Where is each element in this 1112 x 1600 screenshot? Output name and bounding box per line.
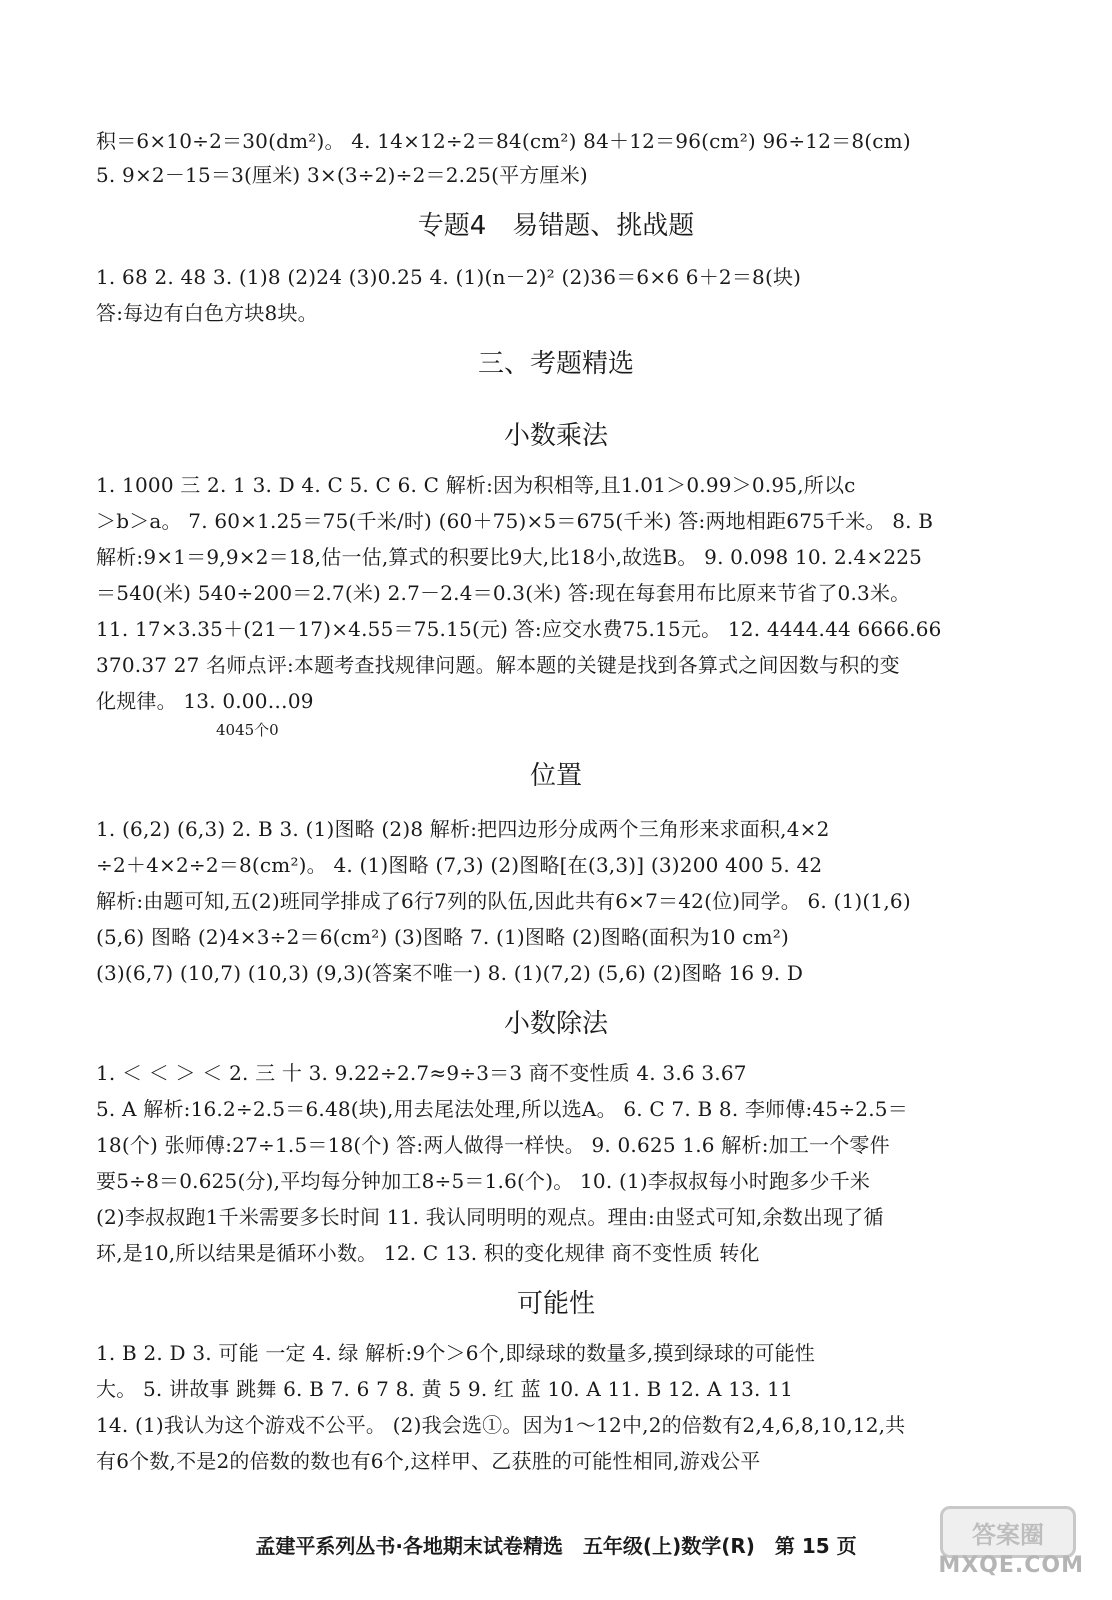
answer-line: 18(个) 张师傅:27÷1.5＝18(个) 答:两人做得一样快。 9. 0.625 1.6 解析:加工一个零件 xyxy=(96,1133,890,1157)
watermark-logo xyxy=(934,1506,1084,1578)
answer-line: 积＝6×10÷2＝30(dm²)。 4. 14×12÷2＝84(cm²) 84＋12＝96(cm²) 96÷12＝8(cm) xyxy=(96,129,911,153)
answer-line: 370.37 27 名师点评:本题考查找规律问题。解本题的关键是找到各算式之间因数与积的变 xyxy=(96,653,900,677)
watermark-site: MXQE.COM xyxy=(938,1553,1084,1578)
answer-line: 化规律。 13. 0.00…09 xyxy=(96,689,314,713)
answer-line: 5. A 解析:16.2÷2.5＝6.48(块),用去尾法处理,所以选A。 6. C 7. B 8. 李师傅:45÷2.5＝ xyxy=(96,1097,908,1121)
answer-line: 解析:9×1＝9,9×2＝18,估一估,算式的积要比9大,比18小,故选B。 9. 0.098 10. 2.4×225 xyxy=(96,545,923,569)
section-heading-decimal-multiplication: 小数乘法 xyxy=(503,421,608,451)
answer-line: 1. B 2. D 3. 可能 一定 4. 绿 解析:9个＞6个,即绿球的数量多,摸到绿球的可能性 xyxy=(96,1341,815,1365)
answer-line: 5. 9×2－15＝3(厘米) 3×(3÷2)÷2＝2.25(平方厘米) xyxy=(96,163,588,187)
answer-line: ＞b＞a。 7. 60×1.25＝75(千米/时) (60＋75)×5＝675(千米) 答:两地相距675千米。 8. B xyxy=(96,509,934,533)
answer-line: 大。 5. 讲故事 跳舞 6. B 7. 6 7 8. 黄 5 9. 红 蓝 10. A 11. B 12. A 13. 11 xyxy=(96,1377,794,1401)
answer-line: 1. ＜ ＜ ＞ ＜ 2. 三 十 3. 9.22÷2.7≈9÷3＝3 商不变性质 4. 3.6̇ 3.67 xyxy=(96,1061,747,1085)
brace-note: 4045个0 xyxy=(216,721,279,739)
section-heading-decimal-division: 小数除法 xyxy=(503,1009,608,1039)
section-heading-probability: 可能性 xyxy=(516,1289,595,1319)
answer-line: 1. 68 2. 48 3. (1)8 (2)24 (3)0.25 4. (1)(n－2)² (2)36＝6×6 6＋2＝8(块) xyxy=(96,265,802,289)
answer-line: 1. 1000 三 2. 1 3. D 4. C 5. C 6. C 解析:因为积相等,且1.01＞0.99＞0.95,所以c xyxy=(96,473,856,497)
answer-line: 要5÷8＝0.625(分),平均每分钟加工8÷5＝1.6(个)。 10. (1)李叔叔每小时跑多少千米 xyxy=(96,1169,871,1193)
answer-line: 环,是10,所以结果是循环小数。 12. C 13. 积的变化规律 商不变性质 转化 xyxy=(96,1241,760,1265)
answer-line: ÷2＋4×2÷2＝8(cm²)。 4. (1)图略 (7,3) (2)图略[在(3,3)] (3)200 400 5. 42 xyxy=(96,853,823,877)
page-footer: 孟建平系列丛书·各地期末试卷精选 五年级(上)数学(R) 第 15 页 xyxy=(255,1534,857,1558)
answer-line: 有6个数,不是2的倍数的数也有6个,这样甲、乙获胜的可能性相同,游戏公平 xyxy=(96,1449,761,1473)
part-heading: 三、考题精选 xyxy=(477,349,634,379)
answer-line: 解析:由题可知,五(2)班同学排成了6行7列的队伍,因此共有6×7＝42(位)同学。 6. (1)(1,6) xyxy=(96,889,911,913)
answer-line: ＝540(米) 540÷200＝2.7(米) 2.7－2.4＝0.3(米) 答:现在每套用布比原来节省了0.3米。 xyxy=(96,581,911,605)
section-heading-position: 位置 xyxy=(529,761,582,791)
answer-line: (5,6) 图略 (2)4×3÷2＝6(cm²) (3)图略 7. (1)图略 (2)图略(面积为10 cm²) xyxy=(96,925,789,949)
answer-line: (2)李叔叔跑1千米需要多长时间 11. 我认同明明的观点。理由:由竖式可知,余数出现了循 xyxy=(96,1205,884,1229)
section-heading-topic4: 专题4 易错题、挑战题 xyxy=(417,211,695,241)
watermark-logo-text: 答案圈 xyxy=(972,1521,1044,1549)
answer-line: (3)(6,7) (10,7) (10,3) (9,3)(答案不唯一) 8. (1)(7,2) (5,6) (2)图略 16 9. D xyxy=(96,961,804,985)
answer-line: 14. (1)我认为这个游戏不公平。 (2)我会选①。因为1～12中,2的倍数有2,4,6,8,10,12,共 xyxy=(96,1413,906,1437)
answer-line: 1. (6,2) (6,3) 2. B 3. (1)图略 (2)8 解析:把四边形分成两个三角形来求面积,4×2 xyxy=(96,817,830,841)
answer-line: 答:每边有白色方块8块。 xyxy=(96,301,318,325)
watermark-badge xyxy=(940,1506,1076,1558)
answer-line: 11. 17×3.35＋(21－17)×4.55＝75.15(元) 答:应交水费75.15元。 12. 4444.44 6666.66 xyxy=(96,617,942,641)
